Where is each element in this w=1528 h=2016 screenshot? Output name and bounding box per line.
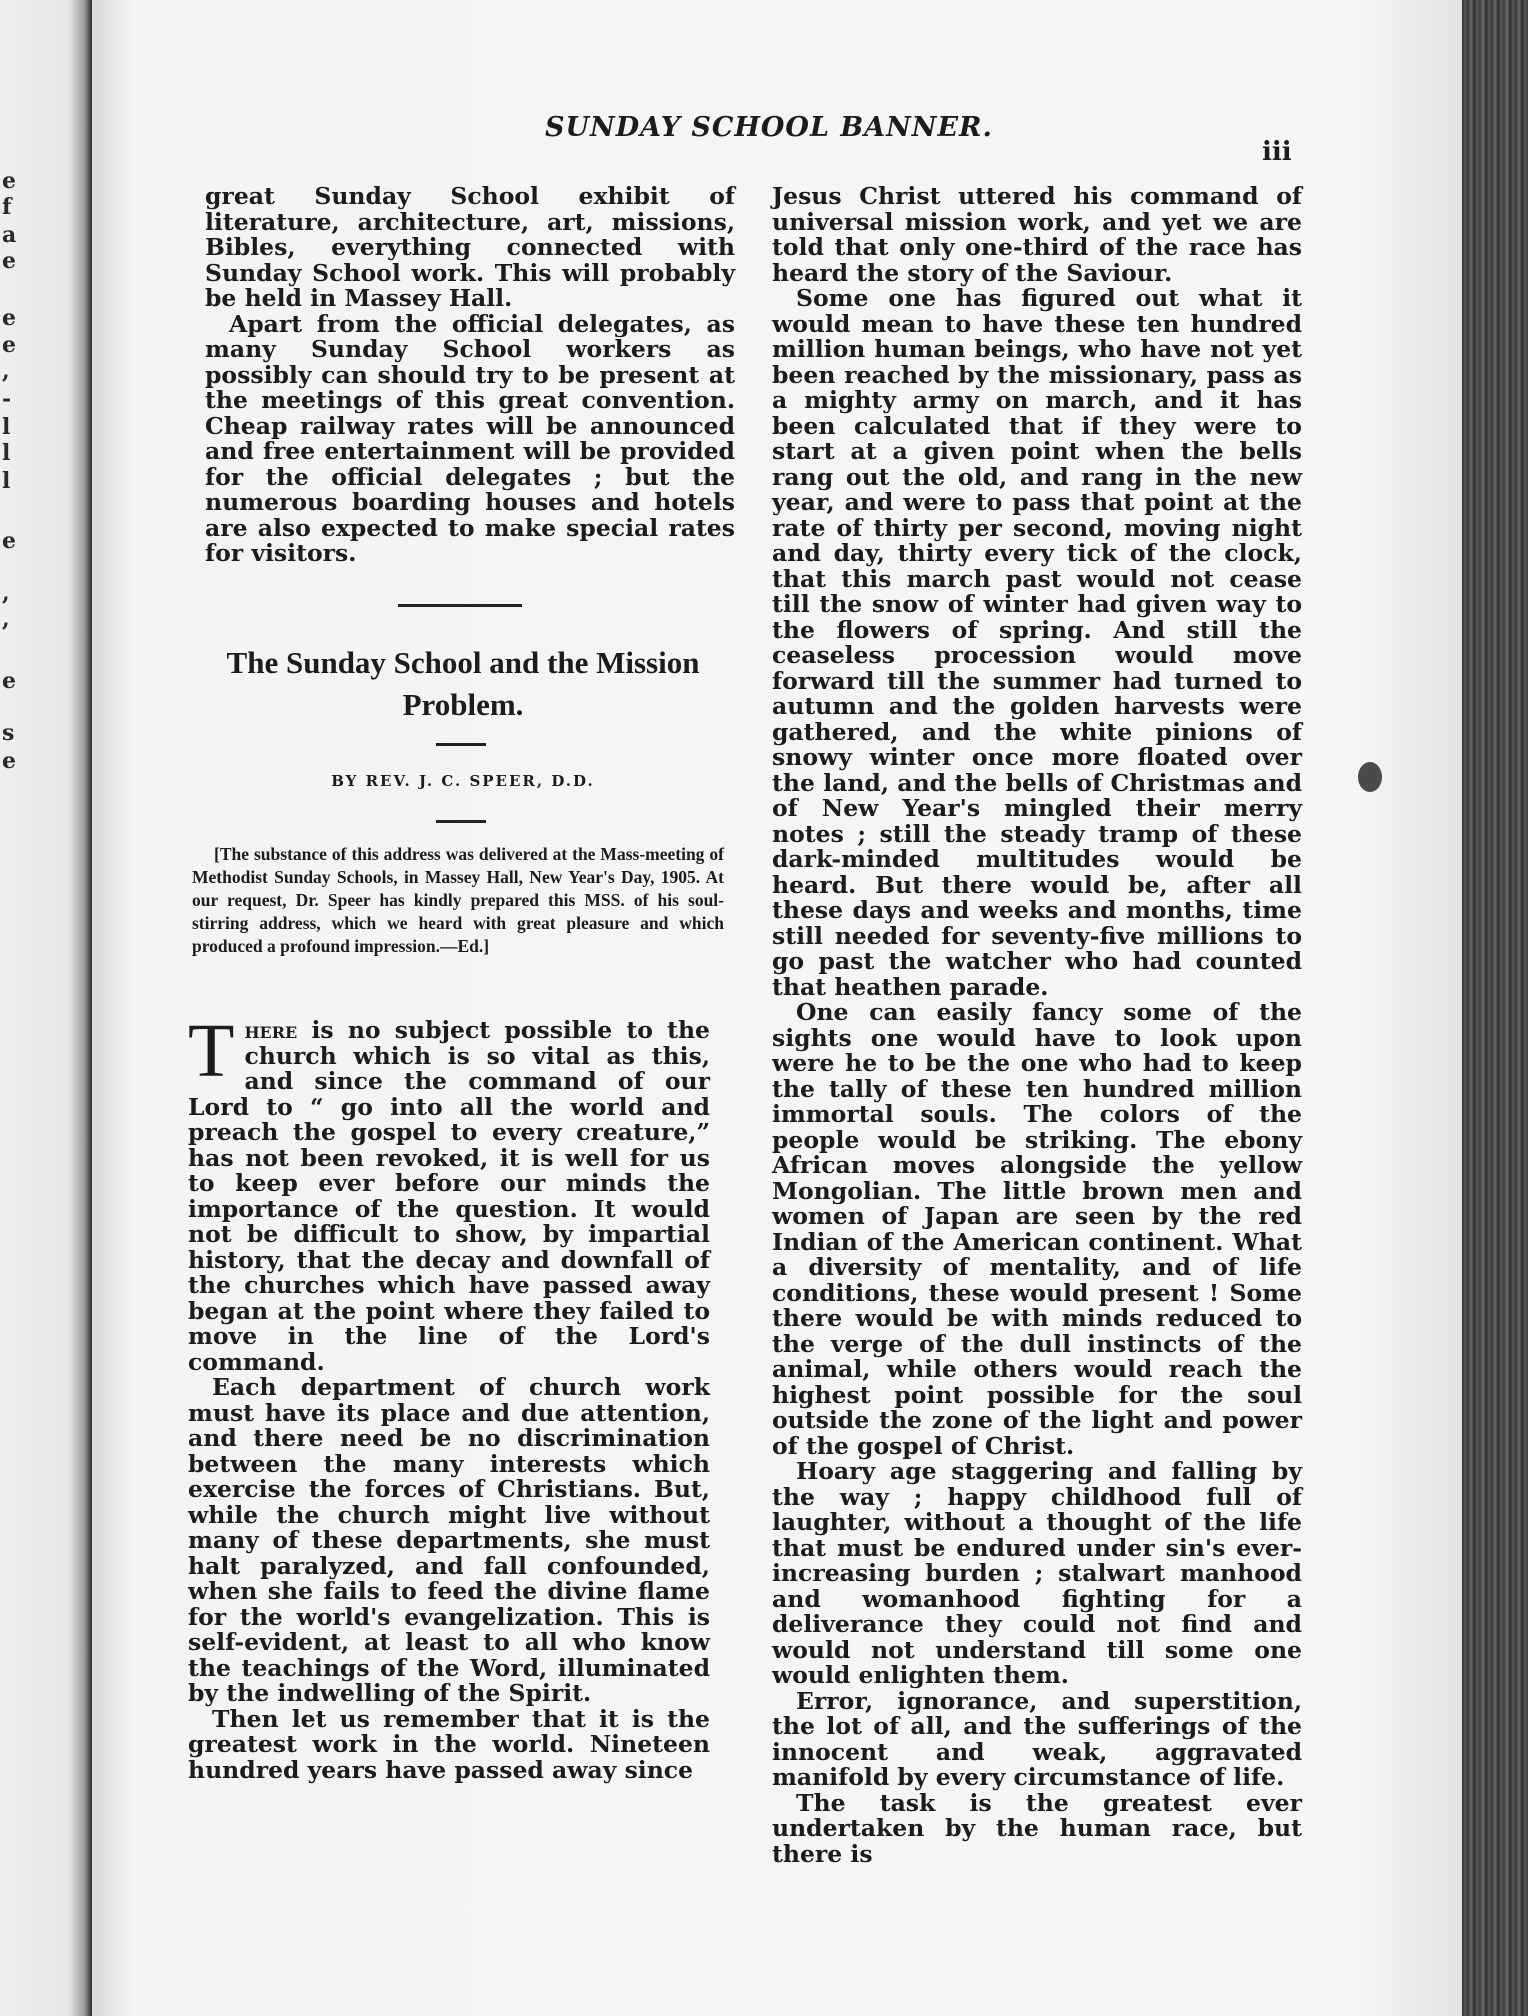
section-divider [398,604,522,607]
book-spine-edge [1462,0,1528,2016]
margin-fragment: l [2,468,11,494]
title-divider [436,743,486,746]
margin-fragment: e [2,668,16,694]
editor-note: [The substance of this address was delivered at the Mass-meeting of Methodist Sunday Schools, in Massey Hall, New Year's Day, 1905. At our request, Dr. Speer has kindly prepared this MSS. of his soul-stirring address, which we heard with great pleasure and which produced a profound impression.—Ed.] [192,844,724,956]
left-column-article [188,1009,710,1784]
opening-word: here [244,1016,298,1044]
page-number: iii [1262,137,1292,167]
paragraph: Some one has figured out what it would mean to have these ten hundred million human beings, who have not yet been reached by the missionary, pass as a mighty army on march, and it has been calculated that if they were to start at a given point when the bells rang out the old, and rang in the new year, and were to pass that point at the rate of thirty per second, moving night and day, thirty every tick of the clock, that this march past would not cease till the snow of winter had given way to the flowers of spring. And still the ceaseless procession would move forward till the summer had turned to autumn and the golden harvests were gathered, and the white pinions of snowy winter once more floated over the land, and the bells of Christmas and of New Year's mingled their merry notes ; still the steady tramp of these dark-minded multitudes would be heard. But there would be, after all these days and weeks and months, time still needed for seventy-five millions to go past the watcher who had counted that heathen parade. [772,284,1302,1001]
paragraph: The task is the greatest ever undertaken by the human race, but there is [772,1788,1302,1868]
margin-fragment: e [2,248,16,274]
facing-page-edge [0,0,92,2016]
paragraph: great Sunday School exhibit of literature, architecture, art, missions, Bibles, everything connected with Sunday School work. This will probably be held in Massey Hall. [205,182,735,312]
left-column-top [205,184,735,567]
margin-fragment: e [2,168,16,194]
ink-blot [1358,762,1382,792]
margin-fragment: e [2,332,16,358]
margin-fragment: f [2,194,12,220]
margin-fragment: - [2,386,12,412]
margin-fragment: , [2,358,10,384]
paragraph: Then let us remember that it is the greatest work in the world. Nineteen hundred years have passed away since [188,1704,710,1784]
margin-fragment: e [2,528,16,554]
running-head: SUNDAY SCHOOL BANNER. [545,112,993,143]
opening-paragraph [188,1009,710,1376]
margin-fragment: , [2,606,10,632]
article-title-line: Problem. [402,687,524,722]
margin-fragment: l [2,440,11,466]
margin-fragment: e [2,305,16,331]
paragraph: Hoary age staggering and falling by the way ; happy childhood full of laughter, without a thought of the life that must be endured under sin's ever-increasing burden ; stalwart manhood and womanhood fighting for a deliverance they could not find and would not understand till some one would enlighten them. [772,1457,1302,1689]
margin-fragment: s [2,720,15,746]
byline-divider [436,820,486,823]
paragraph: Jesus Christ uttered his command of universal mission work, and yet we are told that only one-third of the race has heard the story of the Saviour. [772,182,1302,287]
drop-cap: T [188,1009,235,1093]
margin-fragment: a [2,222,17,248]
paragraph: One can easily fancy some of the sights one would have to look upon were he to be the one who had to keep the tally of these ten hundred million immortal souls. The colors of the people would be striking. The ebony African moves alongside the yellow Mongolian. The little brown men and women of Japan are seen by the red Indian of the American continent. What a diversity of mentality, and of life conditions, these would present ! Some there would be with minds reduced to the verge of the dull instincts of the animal, while others would reach the highest point possible for the soul outside the zone of the light and power of the gospel of Christ. [772,998,1302,1460]
right-column [772,184,1302,1867]
article-title-line: The Sunday School and the Mission [226,645,700,680]
margin-fragment: e [2,748,16,774]
margin-fragment: l [2,414,11,440]
paragraph: Apart from the official delegates, as many Sunday School workers as possibly can should try to be present at the meetings of this great convention. Cheap railway rates will be announced and free entertainment will be provided for the official delegates ; but the numerous boarding houses and hotels are also expected to make special rates for visitors. [205,309,735,567]
margin-fragment: , [2,580,10,606]
paragraph: Error, ignorance, and superstition, the lot of all, and the sufferings of the innocent and weak, aggravated manifold by every circumstance of life. [772,1686,1302,1791]
article-title [188,642,738,726]
paragraph: Each department of church work must have its place and due attention, and there need be no discrimination between the many interests which exercise the forces of Christians. But, while the church might live without many of these departments, she must halt paralyzed, and fall confounded, when she fails to feed the divine flame for the world's evangelization. This is self-evident, at least to all who know the teachings of the Word, illuminated by the indwelling of the Spirit. [188,1373,710,1707]
byline: BY REV. J. C. SPEER, D.D. [331,772,595,790]
opening-text: is no subject possible to the church which is so vital as this, and since the command of our Lord to “ go into all the world and preach the gospel to every creature,” has not been revoked, it is well for us to keep ever before our minds the importance of the question. It would not be difficult to show, by impartial history, that the decay and downfall of the churches which have passed away began at the point where they failed to move in the line of the Lord's command. [188,1016,710,1376]
